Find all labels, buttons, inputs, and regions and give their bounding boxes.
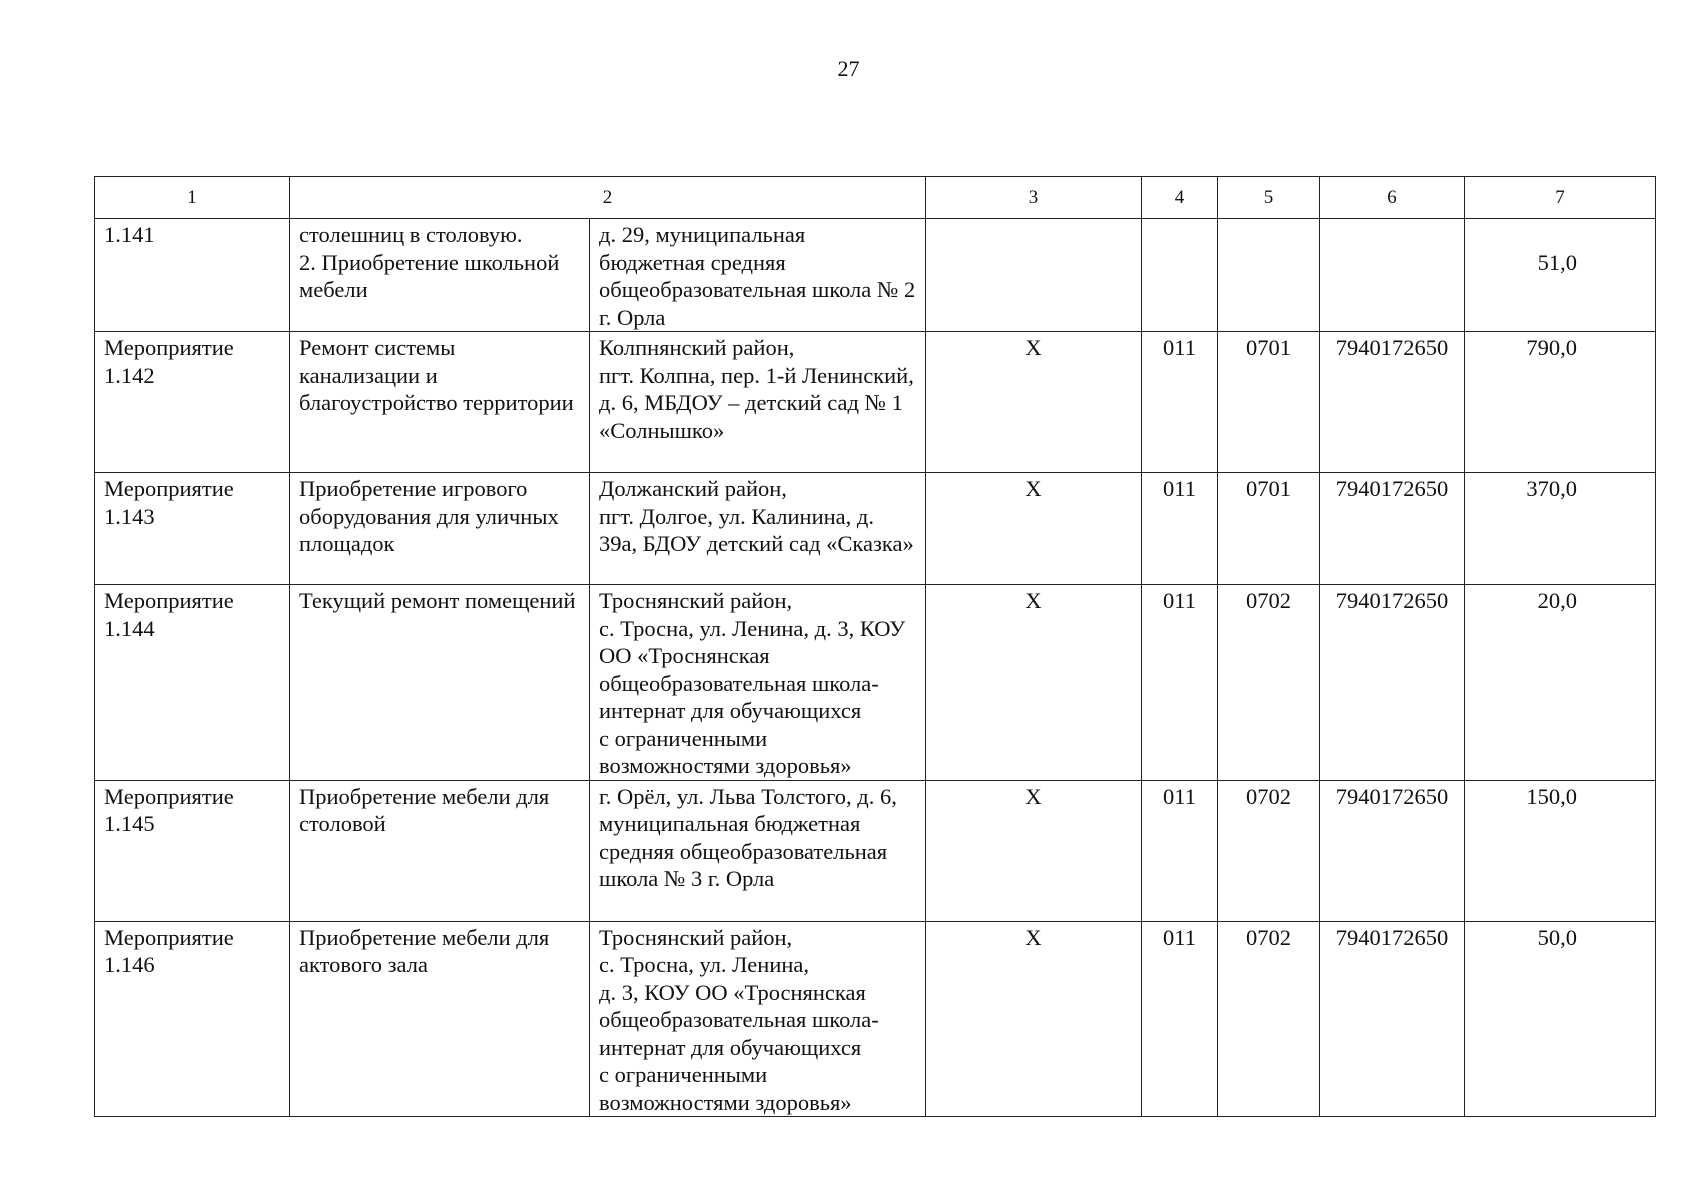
event-name-cell: столешниц в столовую. 2. Приобретение школьной мебели <box>290 219 590 332</box>
col4-cell: 011 <box>1142 473 1218 585</box>
amount-cell: 20,0 <box>1465 585 1656 781</box>
col3-cell: X <box>926 332 1142 473</box>
col5-cell: 0701 <box>1218 332 1320 473</box>
header-cell-5: 5 <box>1218 177 1320 219</box>
col4-cell: 011 <box>1142 921 1218 1117</box>
budget-table <box>94 176 1656 1117</box>
event-id-cell: Мероприятие 1.146 <box>95 921 290 1117</box>
header-cell-2: 2 <box>290 177 926 219</box>
col6-cell: 7940172650 <box>1320 473 1465 585</box>
table-row <box>95 473 1656 585</box>
amount-cell: 150,0 <box>1465 780 1656 921</box>
col3-cell: X <box>926 473 1142 585</box>
header-row <box>95 177 1656 219</box>
col6-cell: 7940172650 <box>1320 921 1465 1117</box>
col5-cell <box>1218 219 1320 332</box>
amount-cell: 50,0 <box>1465 921 1656 1117</box>
header-cell-7: 7 <box>1465 177 1656 219</box>
amount-cell: 51,0 <box>1465 219 1656 332</box>
table-row <box>95 219 1656 332</box>
amount-cell: 790,0 <box>1465 332 1656 473</box>
col5-cell: 0702 <box>1218 585 1320 781</box>
col6-cell: 7940172650 <box>1320 780 1465 921</box>
col3-cell: X <box>926 780 1142 921</box>
address-cell: д. 29, муниципальная бюджетная средняя общеобразовательная школа № 2 г. Орла <box>590 219 926 332</box>
col3-cell: X <box>926 585 1142 781</box>
address-cell: Колпнянский район, пгт. Колпна, пер. 1-й Ленинский, д. 6, МБДОУ – детский сад № 1 «Солнышко» <box>590 332 926 473</box>
event-name-cell: Текущий ремонт помещений <box>290 585 590 781</box>
amount-cell: 370,0 <box>1465 473 1656 585</box>
col5-cell: 0702 <box>1218 780 1320 921</box>
col3-cell <box>926 219 1142 332</box>
header-cell-4: 4 <box>1142 177 1218 219</box>
col5-cell: 0702 <box>1218 921 1320 1117</box>
col3-cell: X <box>926 921 1142 1117</box>
table-row <box>95 921 1656 1117</box>
page-number: 27 <box>837 56 860 81</box>
table-row <box>95 332 1656 473</box>
address-cell: Троснянский район, с. Тросна, ул. Ленина, д. 3, КОУ ОО «Троснянская общеобразовательная школа-интернат для обучающихся с ограниченными возможностями здоровья» <box>590 921 926 1117</box>
col4-cell: 011 <box>1142 585 1218 781</box>
event-name-cell: Приобретение игрового оборудования для уличных площадок <box>290 473 590 585</box>
event-name-cell: Приобретение мебели для столовой <box>290 780 590 921</box>
event-name-cell: Приобретение мебели для актового зала <box>290 921 590 1117</box>
event-id-cell: Мероприятие 1.143 <box>95 473 290 585</box>
event-id-cell: 1.141 <box>95 219 290 332</box>
address-cell: г. Орёл, ул. Льва Толстого, д. 6, муниципальная бюджетная средняя общеобразовательная школа № 3 г. Орла <box>590 780 926 921</box>
col6-cell: 7940172650 <box>1320 332 1465 473</box>
event-id-cell: Мероприятие 1.145 <box>95 780 290 921</box>
col4-cell: 011 <box>1142 332 1218 473</box>
col4-cell: 011 <box>1142 780 1218 921</box>
header-cell-1: 1 <box>95 177 290 219</box>
event-id-cell: Мероприятие 1.142 <box>95 332 290 473</box>
header-cell-6: 6 <box>1320 177 1465 219</box>
address-cell: Троснянский район, с. Тросна, ул. Ленина, д. 3, КОУ ОО «Троснянская общеобразовательная школа-интернат для обучающихся с ограниченными возможностями здоровья» <box>590 585 926 781</box>
col4-cell <box>1142 219 1218 332</box>
col6-cell <box>1320 219 1465 332</box>
header-cell-3: 3 <box>926 177 1142 219</box>
col5-cell: 0701 <box>1218 473 1320 585</box>
col6-cell: 7940172650 <box>1320 585 1465 781</box>
event-name-cell: Ремонт системы канализации и благоустройство территории <box>290 332 590 473</box>
event-id-cell: Мероприятие 1.144 <box>95 585 290 781</box>
table-row <box>95 585 1656 781</box>
address-cell: Должанский район, пгт. Долгое, ул. Калинина, д. 39а, БДОУ детский сад «Сказка» <box>590 473 926 585</box>
table-row <box>95 780 1656 921</box>
